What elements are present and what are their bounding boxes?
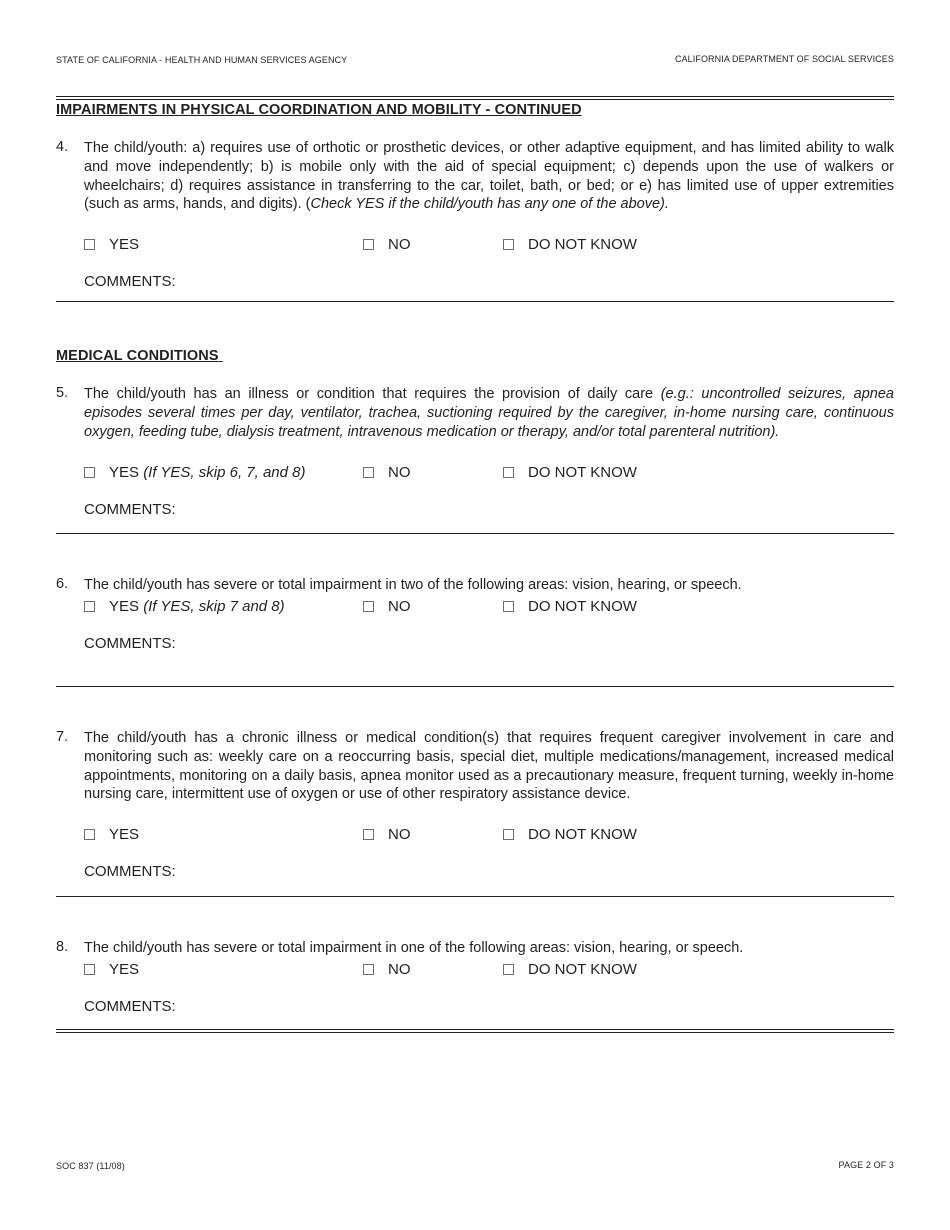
q7-dnk-checkbox[interactable] [503,829,514,840]
department-header: CALIFORNIA DEPARTMENT OF SOCIAL SERVICES [674,54,894,64]
section-title-medical: MEDICAL CONDITIONS [56,348,219,364]
q5-no-option[interactable]: NO [363,464,411,481]
form-id: SOC 837 (11/08) [56,1161,125,1171]
q6-number: 6. [56,576,69,592]
q6-no-option[interactable]: NO [363,598,411,615]
q6-text: The child/youth has severe or total impairment in two of the following areas: vision, hearing, or speech. [84,577,742,593]
q5-comments-label: COMMENTS: [84,501,176,518]
q7-text: The child/youth has a chronic illness or medical condition(s) that requires frequent caregiver involvement in care and monitoring such as: weekly care on a reoccurring basis, special diet, multiple medications/management, increased medical appointments, monitoring on a daily basis, apnea monitor used as a precautionary measure, frequent turning, weekly in-home nursing care, intermittent use of oxygen or use of other respiratory assistance device. [84,730,894,803]
q6-divider [56,686,894,687]
q7-comments-label: COMMENTS: [84,863,176,880]
q4-no-checkbox[interactable] [363,239,374,250]
q4-no-option[interactable]: NO [363,236,411,253]
q6-yes-checkbox[interactable] [84,601,95,612]
q6-no-checkbox[interactable] [363,601,374,612]
q5-divider [56,533,894,534]
q8-no-option[interactable]: NO [363,961,411,978]
q6-dnk-option[interactable]: DO NOT KNOW [503,598,637,615]
q4-text: The child/youth: a) requires use of orthotic or prosthetic devices, or other adaptive equipment, and has limited ability to walk and move independently; b) is mobile only with the aid of special equipment; c) depends upon the use of walkers or wheelchairs; d) requires assistance in transferring to the car, toilet, bath, or bed; or e) has limited use of upper extremities (such as arms, hands, and digits). (Check YES if the child/youth has any one of the above). [84,140,894,213]
section-title-mobility: IMPAIRMENTS IN PHYSICAL COORDINATION AND MOBILITY - CONTINUED [56,102,582,118]
bottom-divider-2 [56,1032,894,1033]
q7-yes-option[interactable]: YES [84,826,139,843]
q5-dnk-checkbox[interactable] [503,467,514,478]
q5-yes-option[interactable]: YES (If YES, skip 6, 7, and 8) [84,464,306,481]
q8-yes-checkbox[interactable] [84,964,95,975]
q7-dnk-option[interactable]: DO NOT KNOW [503,826,637,843]
q6-dnk-checkbox[interactable] [503,601,514,612]
q5-text: The child/youth has an illness or condition that requires the provision of daily care (e.g.: uncontrolled seizures, apnea episodes several times per day, ventilator, trachea, suctioning required by the caregiver, in-home nursing care, continuous oxygen, feeding tube, dialysis treatment, intravenous medication or therapy, and/or total parenteral nutrition). [84,386,894,440]
top-divider-2 [56,99,894,100]
q4-yes-option[interactable]: YES [84,236,139,253]
q6-comments-label: COMMENTS: [84,635,176,652]
q4-divider [56,301,894,302]
q4-number: 4. [56,139,69,155]
q5-no-checkbox[interactable] [363,467,374,478]
q5-yes-checkbox[interactable] [84,467,95,478]
top-divider [56,96,894,97]
q5-number: 5. [56,385,69,401]
q8-dnk-option[interactable]: DO NOT KNOW [503,961,637,978]
q8-no-checkbox[interactable] [363,964,374,975]
q4-dnk-checkbox[interactable] [503,239,514,250]
q8-dnk-checkbox[interactable] [503,964,514,975]
q6-yes-option[interactable]: YES (If YES, skip 7 and 8) [84,598,285,615]
page-number: PAGE 2 OF 3 [838,1160,894,1170]
q8-text: The child/youth has severe or total impairment in one of the following areas: vision, hearing, or speech. [84,940,744,956]
q8-comments-label: COMMENTS: [84,998,176,1015]
q7-no-option[interactable]: NO [363,826,411,843]
q7-no-checkbox[interactable] [363,829,374,840]
agency-header: STATE OF CALIFORNIA - HEALTH AND HUMAN SERVICES AGENCY [56,55,348,65]
q4-dnk-option[interactable]: DO NOT KNOW [503,236,637,253]
q5-dnk-option[interactable]: DO NOT KNOW [503,464,637,481]
q4-yes-checkbox[interactable] [84,239,95,250]
q8-yes-option[interactable]: YES [84,961,139,978]
q8-number: 8. [56,939,69,955]
bottom-divider [56,1029,894,1030]
q7-divider [56,896,894,897]
q7-yes-checkbox[interactable] [84,829,95,840]
q4-comments-label: COMMENTS: [84,273,176,290]
q7-number: 7. [56,729,69,745]
